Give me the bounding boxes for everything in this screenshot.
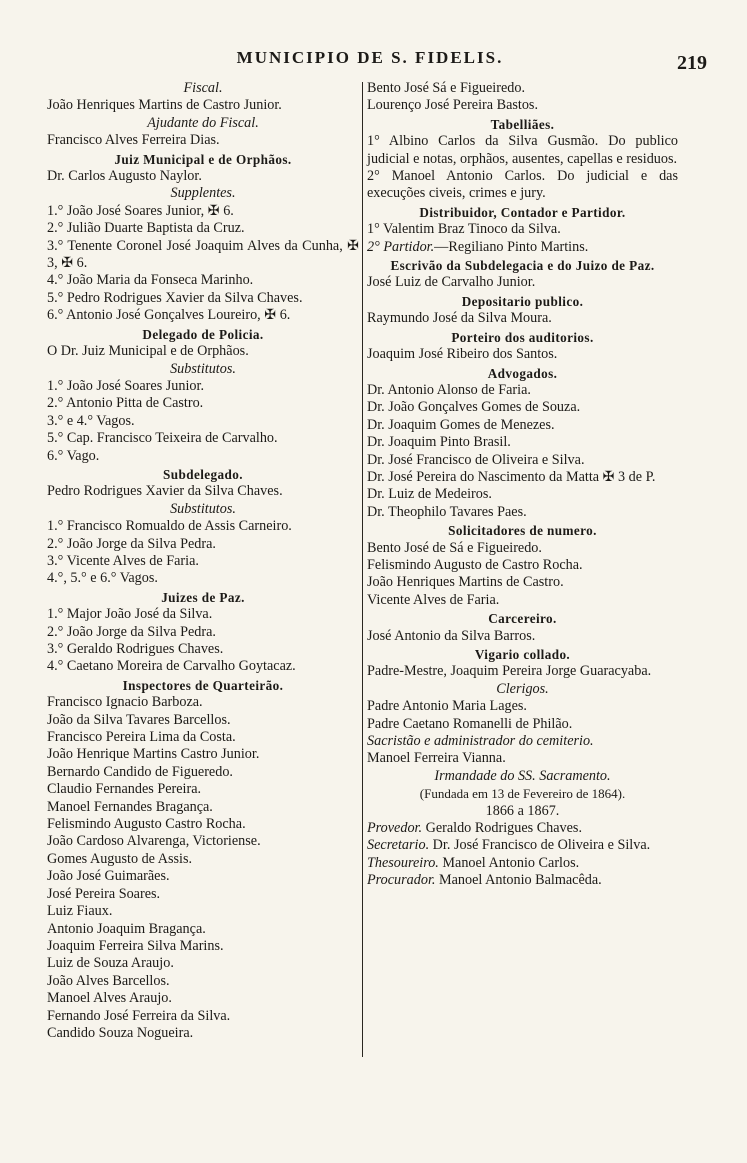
- list-item: 6.° Vago.: [47, 447, 100, 464]
- section-title-subdelegado-substitutos: Substitutos.: [170, 500, 236, 517]
- secretario-line: [367, 837, 678, 854]
- list-item: Felismindo Augusto de Castro Rocha.: [367, 556, 583, 573]
- list-item: Padre Caetano Romanelli de Philão.: [367, 715, 573, 732]
- section-title-fiscal: Fiscal.: [183, 80, 223, 96]
- list-item: Candido Souza Nogueira.: [47, 1024, 194, 1041]
- list-item: Bento José Sá e Figueiredo.: [367, 80, 526, 96]
- list-item: 4.° João Maria da Fonseca Marinho.: [47, 272, 254, 289]
- list-item: João da Silva Tavares Barcellos.: [47, 711, 231, 728]
- list-item: 3.° Tenente Coronel José Joaquim Alves da Cunha, ✠ 3, ✠ 6.: [47, 237, 359, 272]
- list-item: 2.° João Jorge da Silva Pedra.: [47, 535, 216, 552]
- tabelliao-2: 2° Manoel Antonio Carlos. Do judicial e das execuções civeis, crimes e jury.: [367, 168, 678, 202]
- list-item: Joaquim Ferreira Silva Marins.: [47, 937, 224, 954]
- list-item: 6.° Antonio José Gonçalves Loureiro, ✠ 6.: [47, 307, 291, 324]
- section-title-carcereiro: Carcereiro.: [488, 611, 557, 627]
- sacristao-name: Manoel Ferreira Vianna.: [367, 750, 506, 767]
- section-title-escrivao: Escrivão da Subdelegacia e do Juizo de Paz.: [390, 258, 655, 274]
- provedor-line: [367, 820, 678, 837]
- thesoureiro-name: Manoel Antonio Carlos.: [442, 854, 580, 871]
- section-title-irmandade: Irmandade do SS. Sacramento.: [434, 767, 611, 784]
- list-item: 3.° e 4.° Vagos.: [47, 412, 135, 429]
- tabelliao-1: 1° Albino Carlos da Silva Gusmão. Do publico judicial e notas, orphãos, ausentes, capellas e residuos.: [367, 133, 678, 167]
- juiz-name: Dr. Carlos Augusto Naylor.: [47, 168, 202, 185]
- page-number: 219: [677, 52, 707, 74]
- supplentes-list: [47, 203, 359, 325]
- list-item: Dr. Theophilo Tavares Paes.: [367, 503, 527, 520]
- section-title-vigario: Vigario collado.: [474, 647, 571, 662]
- escrivao-name: José Luiz de Carvalho Junior.: [367, 274, 536, 291]
- list-item: Felismindo Augusto Castro Rocha.: [47, 816, 246, 833]
- delegado-name: O Dr. Juiz Municipal e de Orphãos.: [47, 343, 249, 360]
- list-item: Dr. José Pereira do Nascimento da Matta ✠ 3 de P.: [367, 468, 656, 485]
- list-item: Dr. José Francisco de Oliveira e Silva.: [367, 451, 585, 468]
- list-item: Dr. Joaquim Gomes de Menezes.: [367, 416, 555, 433]
- depositario-name: Raymundo José da Silva Moura.: [367, 310, 552, 327]
- section-title-delegado: Delegado de Policia.: [142, 326, 264, 342]
- list-item: Vicente Alves de Faria.: [367, 591, 500, 608]
- vigario-name: Padre-Mestre, Joaquim Pereira Jorge Guaracyaba.: [367, 663, 652, 680]
- list-item: Claudio Fernandes Pereira.: [47, 781, 202, 798]
- list-item: Luiz Fiaux.: [47, 903, 113, 920]
- list-item: 3.° Vicente Alves de Faria.: [47, 552, 199, 569]
- secretario-name: Dr. José Francisco de Oliveira e Silva.: [432, 837, 651, 854]
- procurador-line: [367, 872, 678, 889]
- section-title-porteiro: Porteiro dos auditorios.: [451, 329, 594, 345]
- delegado-substitutos-list: [47, 378, 359, 465]
- section-title-ajudante: Ajudante do Fiscal.: [147, 114, 259, 131]
- list-item: Francisco Pereira Lima da Costa.: [47, 729, 236, 746]
- list-item: Bernardo Candido de Figueredo.: [47, 763, 233, 780]
- section-title-subdelegado: Subdelegado.: [163, 466, 243, 482]
- column-divider: [362, 82, 363, 1057]
- list-item: Antonio Joaquim Bragança.: [47, 920, 206, 937]
- advogados-list: [367, 382, 678, 521]
- page-header: MUNICIPIO DE S. FIDELIS.: [236, 48, 504, 67]
- list-item: 4.° Caetano Moreira de Carvalho Goytacaz.: [47, 658, 296, 675]
- section-title-juizes-paz: Juizes de Paz.: [161, 589, 245, 605]
- list-item: 4.°, 5.° e 6.° Vagos.: [47, 570, 158, 587]
- thesoureiro-line: [367, 855, 678, 872]
- list-item: João Henrique Martins Castro Junior.: [47, 746, 260, 763]
- list-item: 1.° João José Soares Junior.: [47, 377, 204, 394]
- list-item: Dr. Joaquim Pinto Brasil.: [367, 434, 511, 451]
- left-column: [47, 80, 359, 1042]
- list-item: 1.° João José Soares Junior, ✠ 6.: [47, 202, 234, 219]
- irmandade-years: 1866 a 1867.: [485, 802, 560, 819]
- carcereiro-name: José Antonio da Silva Barros.: [367, 627, 536, 644]
- procurador-label: Procurador.: [367, 872, 436, 889]
- list-item: Manoel Fernandes Bragança.: [47, 798, 213, 815]
- list-item: Padre Antonio Maria Lages.: [367, 698, 527, 715]
- list-item: João Alves Barcellos.: [47, 972, 170, 989]
- list-item: 2.° Antonio Pitta de Castro.: [47, 395, 204, 412]
- list-item: 5.° Cap. Francisco Teixeira de Carvalho.: [47, 430, 278, 447]
- list-item: Francisco Ignacio Barboza.: [47, 694, 203, 711]
- list-item: Bento José de Sá e Figueiredo.: [367, 539, 542, 556]
- list-item: Dr. Luiz de Medeiros.: [367, 486, 492, 503]
- partidor-name: —Regiliano Pinto Martins.: [434, 238, 589, 255]
- inspectores-list: [47, 694, 359, 1042]
- juizes-paz-list: [47, 606, 359, 676]
- list-item: Gomes Augusto de Assis.: [47, 850, 193, 867]
- section-title-supplentes: Supplentes.: [170, 185, 236, 202]
- list-item: 2.° João Jorge da Silva Pedra.: [47, 623, 216, 640]
- list-item: Manoel Alves Araujo.: [47, 990, 172, 1007]
- list-item: Dr. Antonio Alonso de Faria.: [367, 381, 531, 398]
- list-item: Dr. João Gonçalves Gomes de Souza.: [367, 399, 581, 416]
- section-title-tabelliaes: Tabelliães.: [490, 116, 555, 132]
- list-item: 2.° Julião Duarte Baptista da Cruz.: [47, 220, 245, 237]
- section-title-solicitadores: Solicitadores de numero.: [448, 523, 597, 539]
- list-item: 1.° Major João José da Silva.: [47, 606, 213, 623]
- list-item: 1.° Francisco Romualdo de Assis Carneiro.: [47, 518, 292, 535]
- distribuidor-2: [367, 239, 678, 256]
- list-item: Luiz de Souza Araujo.: [47, 955, 174, 972]
- thesoureiro-label: Thesoureiro.: [367, 854, 439, 871]
- list-item: João Henriques Martins de Castro.: [367, 574, 564, 591]
- right-column: [367, 80, 678, 890]
- list-item: Lourenço José Pereira Bastos.: [367, 97, 538, 114]
- fiscal-name: João Henriques Martins de Castro Junior.: [47, 97, 282, 114]
- list-item: João José Guimarães.: [47, 868, 170, 885]
- list-item: José Pereira Soares.: [47, 885, 161, 902]
- list-item: 5.° Pedro Rodrigues Xavier da Silva Chaves.: [47, 289, 303, 306]
- section-title-inspectores: Inspectores de Quarteirão.: [122, 677, 284, 693]
- subdelegado-substitutos-list: [47, 518, 359, 588]
- section-title-delegado-substitutos: Substitutos.: [170, 360, 236, 377]
- secretario-label: Secretario.: [367, 837, 430, 854]
- provedor-label: Provedor.: [367, 820, 423, 837]
- distribuidor-1: 1° Valentim Braz Tinoco da Silva.: [367, 221, 561, 238]
- ajudante-name: Francisco Alves Ferreira Dias.: [47, 132, 220, 149]
- partidor-label: 2° Partidor.: [367, 238, 435, 255]
- section-title-distribuidor: Distribuidor, Contador e Partidor.: [419, 204, 626, 220]
- section-title-sacristao: Sacristão e administrador do cemiterio.: [367, 733, 594, 750]
- section-title-depositario: Depositario publico.: [461, 293, 584, 309]
- provedor-name: Geraldo Rodrigues Chaves.: [425, 820, 583, 837]
- section-title-advogados: Advogados.: [487, 365, 558, 381]
- irmandade-founded: (Fundada em 13 de Fevereiro de 1864).: [419, 786, 626, 802]
- subdelegado-name: Pedro Rodrigues Xavier da Silva Chaves.: [47, 483, 283, 500]
- list-item: 3.° Geraldo Rodrigues Chaves.: [47, 641, 224, 657]
- list-item: Fernando José Ferreira da Silva.: [47, 1007, 231, 1024]
- solicitadores-list: [367, 540, 678, 610]
- procurador-name: Manoel Antonio Balmacêda.: [439, 872, 602, 889]
- porteiro-name: Joaquim José Ribeiro dos Santos.: [367, 346, 558, 363]
- list-item: João Cardoso Alvarenga, Victoriense.: [47, 833, 261, 850]
- section-title-juiz: Juiz Municipal e de Orphãos.: [114, 151, 292, 167]
- section-title-clerigos: Clerigos.: [496, 680, 549, 697]
